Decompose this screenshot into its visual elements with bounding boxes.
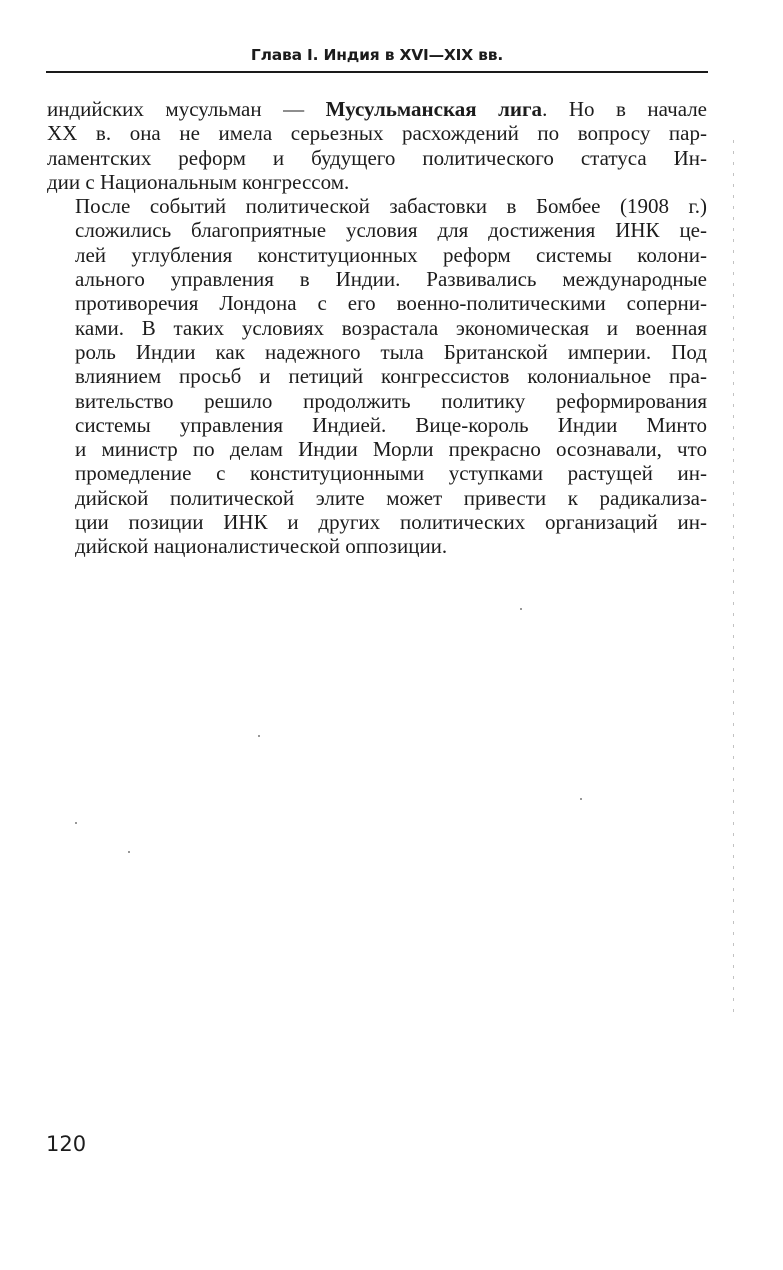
- header-rule: [46, 71, 708, 73]
- text-line: XX в. она не имела серьезных расхождений по вопросу пар-: [47, 121, 707, 146]
- text-line: дийской политической элите может привести к радикализа-: [75, 485, 707, 510]
- text-line: лей углубления конституционных реформ системы колони-: [75, 242, 707, 267]
- text-line: роль Индии как надежного тыла Британской империи. Под: [75, 339, 707, 364]
- scan-edge-artifact: [733, 140, 734, 1020]
- text-line: и министр по делам Индии Морли прекрасно осознавали, что: [75, 437, 707, 462]
- text-line: ками. В таких условиях возрастала экономическая и военная: [75, 315, 707, 340]
- text-line: После событий политической забастовки в Бомбее (1908 г.): [75, 194, 707, 219]
- text-line: влиянием просьб и петиций конгрессистов колониальное пра-: [75, 364, 707, 389]
- text-line: ции позиции ИНК и других политических организаций ин-: [75, 510, 707, 535]
- text-line: вительство решило продолжить политику реформирования: [75, 388, 707, 413]
- text-line: ламентских реформ и будущего политического статуса Ин-: [47, 145, 707, 170]
- page-number: 120: [46, 1132, 87, 1156]
- scan-speck: [258, 735, 260, 737]
- bold-term: Мусульманская лига: [325, 97, 543, 121]
- text-line: ального управления в Индии. Развивались международные: [75, 267, 707, 292]
- text-line: индийских мусульман — Мусульманская лига. Но в начале: [47, 97, 707, 121]
- running-header: Глава I. Индия в XVI—XIX вв.: [250, 46, 504, 64]
- text-line: сложились благоприятные условия для достижения ИНК це-: [75, 218, 707, 243]
- text-line: противоречия Лондона с его военно-политическими соперни-: [75, 291, 707, 316]
- scan-speck: [128, 851, 130, 853]
- text-line: системы управления Индией. Вице-король Индии Минто: [75, 412, 707, 437]
- scan-speck: [520, 608, 522, 610]
- paragraph-1: [47, 97, 707, 194]
- text-line: дии с Национальным конгрессом.: [47, 169, 350, 194]
- scan-speck: [580, 798, 582, 800]
- text-line: промедление с конституционными уступками растущей ин-: [75, 461, 707, 486]
- scan-speck: [75, 822, 77, 824]
- paragraph-2: [47, 194, 707, 558]
- text-line: дийской националистической оппозиции.: [75, 534, 448, 559]
- body-text: [47, 97, 707, 559]
